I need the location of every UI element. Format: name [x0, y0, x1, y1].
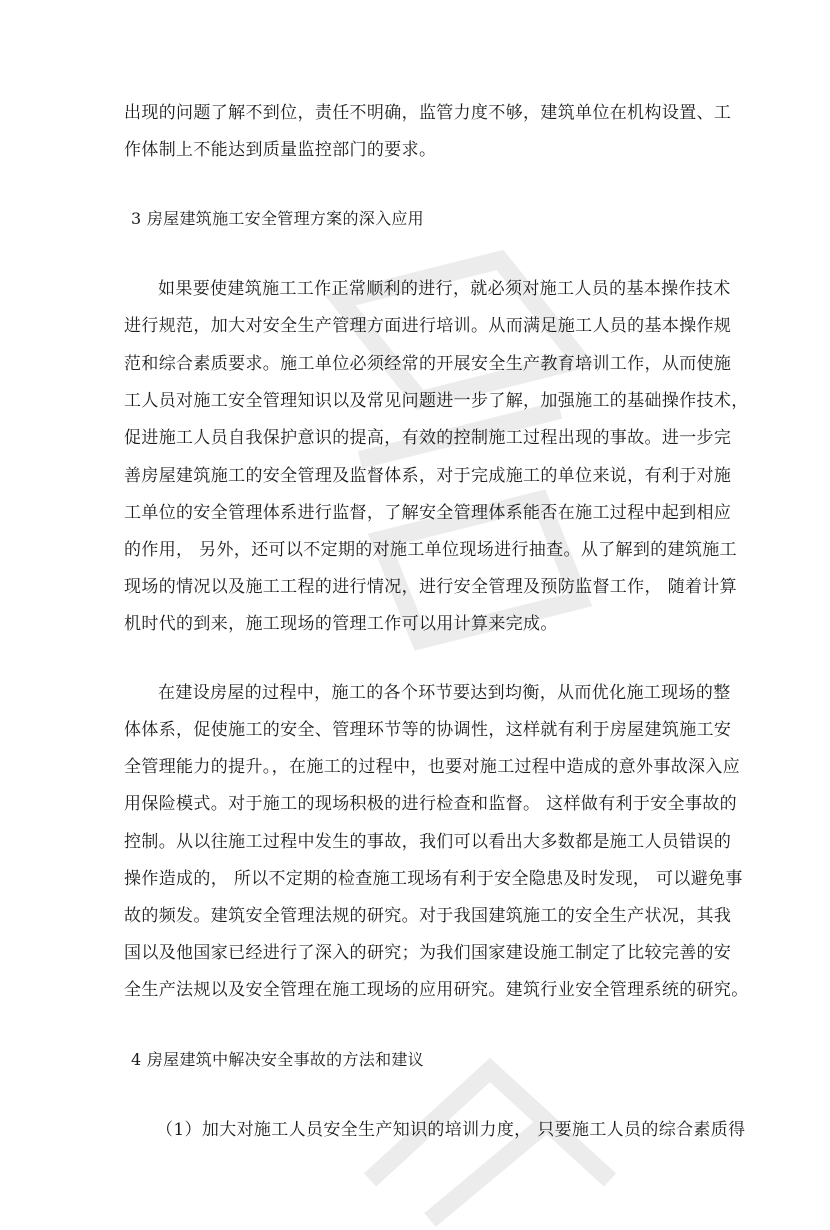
- list-item: （1）加大对施工人员安全生产知识的培训力度， 只要施工人员的综合素质得: [156, 1120, 746, 1140]
- paragraph-line: 在建设房屋的过程中，施工的各个环节要达到均衡，从而优化施工现场的整: [158, 683, 731, 703]
- paragraph-line: 全管理能力的提升。，在施工的过程中，也要对施工过程中造成的意外事故深入应: [124, 757, 741, 777]
- paragraph-line: 促进施工人员自我保护意识的提高，有效的控制施工过程出现的事故。进一步完: [124, 428, 732, 448]
- paragraph-line: 范和综合素质要求。施工单位必须经常的开展安全生产教育培训工作，从而使施: [124, 354, 732, 374]
- watermark-icon: [300, 240, 620, 660]
- paragraph-line: 的作用， 另外，还可以不定期的对施工单位现场进行抽查。从了解到的建筑施工: [124, 540, 738, 560]
- paragraph-line: 工单位的安全管理体系进行监督，了解安全管理体系能否在施工过程中起到相应: [124, 503, 732, 523]
- paragraph-line: 全生产法规以及安全管理在施工现场的应用研究。建筑行业安全管理系统的研究。: [124, 980, 749, 1000]
- paragraph-line: 控制。从以往施工过程中发生的事故，我们可以看出大多数都是施工人员错误的: [124, 832, 732, 852]
- paragraph-line: 善房屋建筑施工的安全管理及监督体系，对于完成施工的单位来说，有利于对施: [124, 466, 732, 486]
- paragraph-line: 如果要使建筑施工工作正常顺利的进行，就必须对施工人员的基本操作技术: [158, 279, 731, 299]
- paragraph-line: 国以及他国家已经进行了深入的研究；为我们国家建设施工制定了比较完善的安: [124, 943, 732, 963]
- section-heading-3: 3 房屋建筑施工安全管理方案的深入应用: [131, 209, 424, 228]
- paragraph-line: 进行规范，加大对安全生产管理方面进行培训。从而满足施工人员的基本操作规: [124, 316, 732, 336]
- paragraph-line: 操作造成的， 所以不定期的检查施工现场有利于安全隐患及时发现， 可以避免事: [124, 869, 743, 889]
- paragraph-line: 作体制上不能达到质量监控部门的要求。: [124, 140, 437, 160]
- paragraph-line: 工人员对施工安全管理知识以及常见问题进一步了解，加强施工的基础操作技术，: [124, 391, 749, 411]
- paragraph-line: 机时代的到来，施工现场的管理工作可以用计算来完成。: [124, 614, 558, 634]
- paragraph-line: 体体系，促使施工的安全、管理环节等的协调性，这样就有利于房屋建筑施工安: [124, 720, 732, 740]
- paragraph-line: 故的频发。建筑安全管理法规的研究。对于我国建筑施工的安全生产状况，其我: [124, 906, 732, 926]
- paragraph-line: 用保险模式。对于施工的现场积极的进行检查和监督。 这样做有利于安全事故的: [124, 794, 738, 814]
- paragraph-line: 现场的情况以及施工工程的进行情况，进行安全管理及预防监督工作， 随着计算: [124, 577, 738, 597]
- paragraph-line: 出现的问题了解不到位，责任不明确，监管力度不够，建筑单位在机构设置、工: [124, 103, 732, 123]
- section-heading-4: 4 房屋建筑中解决安全事故的方法和建议: [131, 1050, 424, 1069]
